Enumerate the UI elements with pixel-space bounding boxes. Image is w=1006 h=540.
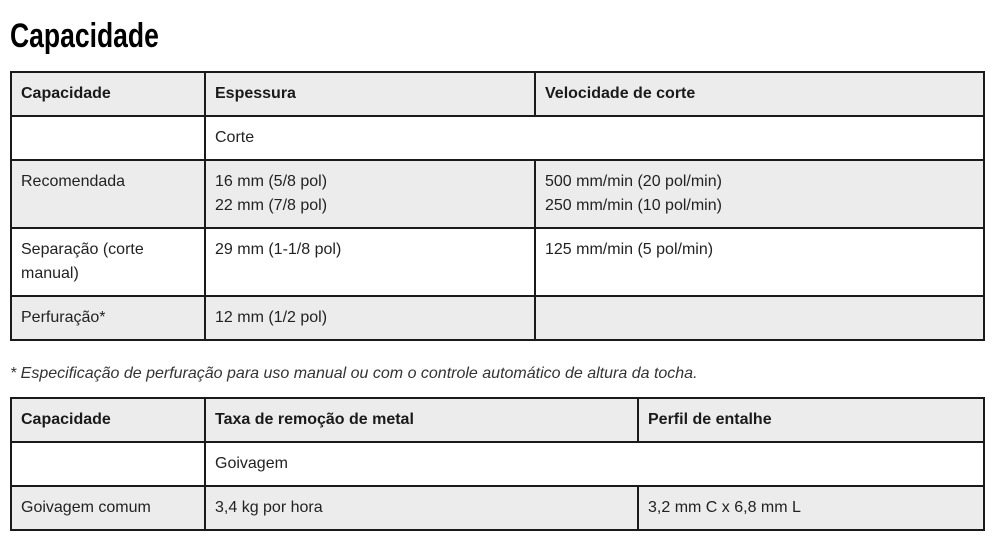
speed-value: 500 mm/min (20 pol/min): [545, 173, 722, 190]
section-label-corte: Corte: [205, 116, 984, 160]
column-header-espessura: Espessura: [205, 72, 535, 116]
column-header-velocidade: Velocidade de corte: [535, 72, 984, 116]
groove-profile-cell: 3,2 mm C x 6,8 mm L: [638, 486, 984, 530]
speed-value: 250 mm/min (10 pol/min): [545, 197, 722, 214]
speed-cell: [535, 296, 984, 340]
table-header-row: [11, 72, 984, 116]
thickness-value: 29 mm (1-1/8 pol): [215, 241, 342, 258]
table-row: [11, 160, 984, 228]
row-label: Separação (corte manual): [11, 228, 205, 296]
speed-value: 125 mm/min (5 pol/min): [545, 241, 714, 258]
row-label: Perfuração*: [11, 296, 205, 340]
column-header-taxa: Taxa de remoção de metal: [205, 398, 638, 442]
page-title: Capacidade: [10, 17, 159, 55]
thickness-value: 16 mm (5/8 pol): [215, 173, 328, 190]
table-row: [11, 486, 984, 530]
row-label: Recomendada: [11, 160, 205, 228]
column-header-capacidade: Capacidade: [11, 398, 205, 442]
cutting-capacity-table: [10, 71, 985, 341]
speed-cell: [535, 228, 984, 296]
column-header-capacidade: Capacidade: [11, 72, 205, 116]
removal-rate-cell: 3,4 kg por hora: [205, 486, 638, 530]
thickness-cell: [205, 296, 535, 340]
table-header-row: [11, 398, 984, 442]
table-row: [11, 228, 984, 296]
gouging-capacity-table: [10, 397, 985, 531]
row-label: Goivagem comum: [11, 486, 205, 530]
section-label-goivagem: Goivagem: [205, 442, 984, 486]
footnote: * Especificação de perfuração para uso manual ou com o controle automático de altura da tocha.: [10, 365, 698, 382]
empty-cell: [11, 442, 205, 486]
empty-cell: [11, 116, 205, 160]
thickness-cell: [205, 228, 535, 296]
thickness-value: 22 mm (7/8 pol): [215, 197, 328, 214]
table-row: [11, 296, 984, 340]
thickness-cell: [205, 160, 535, 228]
thickness-value: 12 mm (1/2 pol): [215, 309, 328, 326]
section-row-corte: [11, 116, 984, 160]
speed-cell: [535, 160, 984, 228]
column-header-perfil: Perfil de entalhe: [638, 398, 984, 442]
section-row-goivagem: [11, 442, 984, 486]
